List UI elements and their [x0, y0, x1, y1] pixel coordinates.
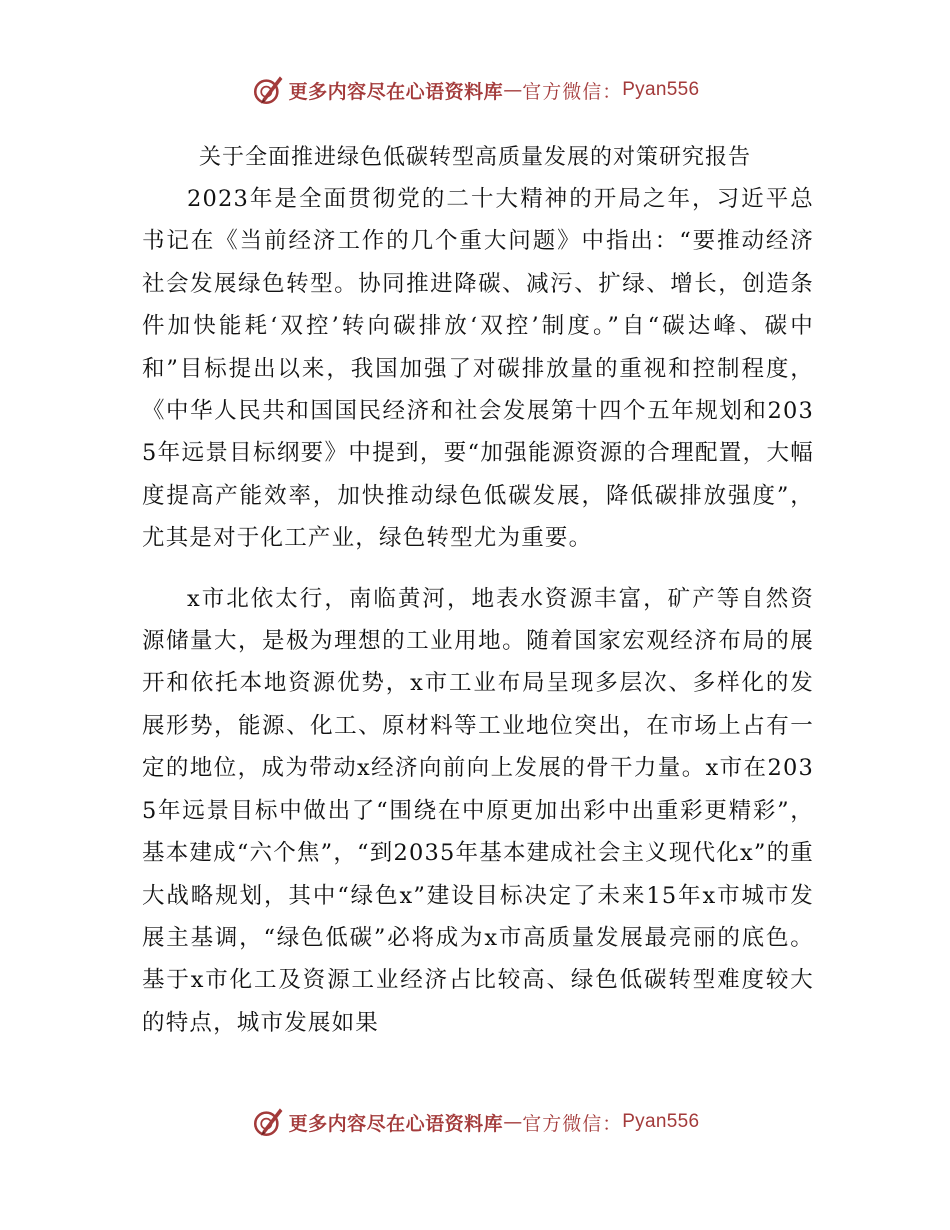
banner-wechat-id: Pyan556	[622, 1111, 700, 1132]
banner-wechat-label: 官方微信：	[522, 80, 623, 103]
banner-text: 更多内容尽在心语资料库	[288, 1112, 504, 1135]
banner-dash: —	[503, 79, 523, 101]
document-body	[142, 178, 814, 1044]
paragraph-1: 2023年是全面贯彻党的二十大精神的开局之年，习近平总书记在《当前经济工作的几个重大问题》中指出：“要推动经济社会发展绿色转型。协同推进降碳、减污、扩绿、增长，创造条件加快能耗‘双控’转向碳排放‘双控’制度。”自“碳达峰、碳中和”目标提出以来，我国加强了对碳排放量的重视和控制程度，《中华人民共和国国民经济和社会发展第十四个五年规划和2035年远景目标纲要》中提到，要“加强能源资源的合理配置，大幅度提高产能效率，加快推动绿色低碳发展，降低碳排放强度”，尤其是对于化工产业，绿色转型尤为重要。	[142, 186, 814, 552]
document-title: 关于全面推进绿色低碳转型高质量发展的对策研究报告	[198, 145, 751, 170]
header-banner	[0, 70, 950, 110]
pen-logo-icon	[251, 1105, 285, 1139]
paragraph-2: x市北依太行，南临黄河，地表水资源丰富，矿产等自然资源储量大，是极为理想的工业用地。随着国家宏观经济布局的展开和依托本地资源优势，x市工业布局呈现多层次、多样化的发展形势，能源、化工、原材料等工业地位突出，在市场上占有一定的地位，成为带动x经济向前向上发展的骨干力量。x市在2035年远景目标中做出了“围绕在中原更加出彩中出重彩更精彩”，基本建成“六个焦”，“到2035年基本建成社会主义现代化x”的重大战略规划，其中“绿色x”建设目标决定了未来15年x市城市发展主基调，“绿色低碳”必将成为x市高质量发展最亮丽的底色。基于x市化工及资源工业经济占比较高、绿色低碳转型难度较大的特点，城市发展如果	[142, 585, 814, 1036]
banner-wechat-label: 官方微信：	[522, 1112, 623, 1135]
banner-wechat-id: Pyan556	[622, 79, 700, 100]
pen-logo-icon	[251, 73, 285, 107]
banner-text: 更多内容尽在心语资料库	[288, 80, 504, 103]
footer-banner	[0, 1102, 950, 1142]
banner-dash: —	[503, 1111, 523, 1133]
